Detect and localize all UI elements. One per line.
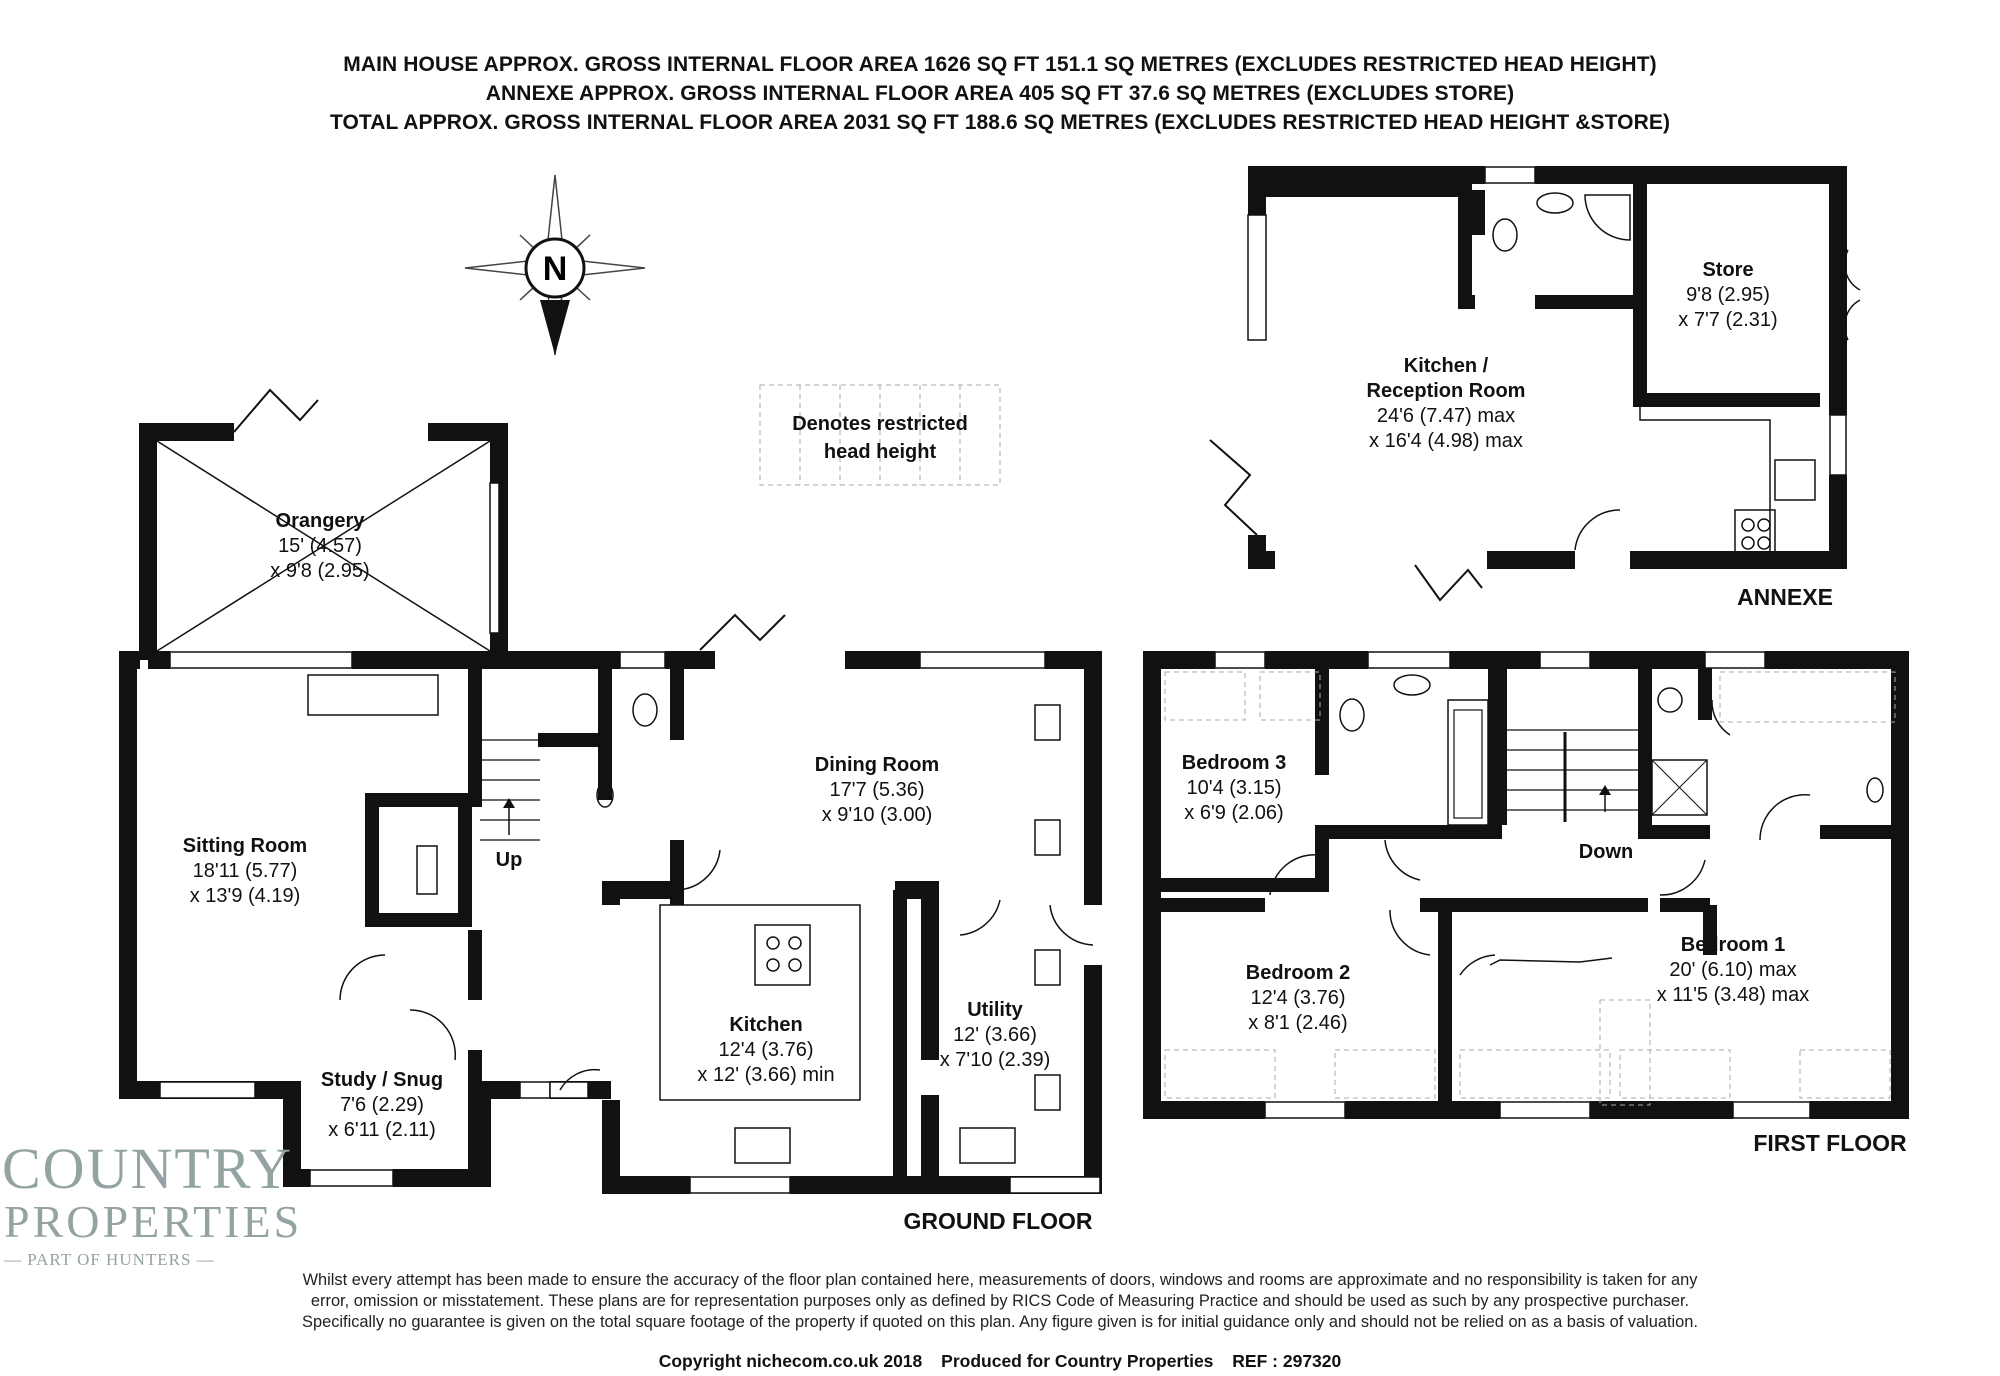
bedroom-2-name: Bedroom 2	[1245, 962, 1351, 984]
legend-line-2: head height	[823, 441, 937, 463]
disclaimer-line-3: Specifically no guarantee is given on the total square footage of the property if quoted on this plan. Any figure given is for initial guidance only and should not be relied on as a basis of valuation.	[302, 1313, 1698, 1331]
country-properties-logo	[0, 1055, 303, 1285]
kitchen-reception-dim2: x 16'4 (4.98) max	[1369, 430, 1523, 452]
sitting-room-dim2: x 13'9 (4.19)	[189, 885, 301, 907]
kitchen-dim1: 12'4 (3.76)	[718, 1039, 814, 1061]
study-dim2: x 6'11 (2.11)	[328, 1119, 436, 1141]
annexe-label: ANNEXE	[1737, 584, 1833, 610]
sitting-room-name: Sitting Room	[182, 835, 308, 857]
footer-copyright	[0, 1351, 2000, 1372]
stairs-up-label: Up	[495, 849, 523, 871]
produced-for-text: Produced for Country Properties	[941, 1351, 1214, 1371]
first-floor-label: FIRST FLOOR	[1753, 1130, 1907, 1156]
utility-dim1: 12' (3.66)	[953, 1024, 1037, 1046]
bedroom-3-name: Bedroom 3	[1181, 752, 1287, 774]
bedroom-2-dim2: x 8'1 (2.46)	[1248, 1012, 1348, 1034]
stairs-down-label: Down	[1578, 841, 1634, 863]
orangery-dim1: 15' (4.57)	[278, 535, 362, 557]
bedroom-3-dim2: x 6'9 (2.06)	[1184, 802, 1284, 824]
first-floor-plan	[1152, 652, 1900, 1118]
annexe-plan	[1210, 167, 1860, 600]
bedroom-1-name: Bedroom 1	[1680, 934, 1786, 956]
store-dim2: x 7'7 (2.31)	[1678, 309, 1778, 331]
logo-word-hunters: — PART OF HUNTERS —	[4, 1250, 215, 1269]
sitting-room-dim1: 18'11 (5.77)	[192, 860, 298, 882]
dining-room-name: Dining Room	[814, 754, 940, 776]
study-name: Study / Snug	[320, 1069, 444, 1091]
kitchen-reception-name-1: Kitchen /	[1403, 355, 1489, 377]
area-line-total: TOTAL APPROX. GROSS INTERNAL FLOOR AREA 2031 SQ FT 188.6 SQ METRES (EXCLUDES RESTRICTED HEAD HEIGHT &STORE)	[329, 111, 1671, 134]
bedroom-1-dim1: 20' (6.10) max	[1669, 959, 1797, 981]
restricted-height-legend	[760, 385, 1000, 485]
store-dim1: 9'8 (2.95)	[1686, 284, 1770, 306]
disclaimer-line-2: error, omission or misstatement. These plans are for representation purposes only as defined by RICS Code of Measuring Practice and should be used as such by any prospective purchaser.	[310, 1292, 1690, 1310]
dining-room-dim1: 17'7 (5.36)	[829, 779, 925, 801]
legend-line-1: Denotes restricted	[792, 413, 968, 435]
orangery-dim2: x 9'8 (2.95)	[270, 560, 370, 582]
study-dim1: 7'6 (2.29)	[340, 1094, 424, 1116]
reference-text: REF : 297320	[1232, 1351, 1342, 1371]
area-line-annexe: ANNEXE APPROX. GROSS INTERNAL FLOOR AREA 405 SQ FT 37.6 SQ METRES (EXCLUDES STORE)	[485, 82, 1515, 105]
kitchen-name: Kitchen	[729, 1014, 803, 1036]
bedroom-3-dim1: 10'4 (3.15)	[1186, 777, 1282, 799]
ground-floor-label: GROUND FLOOR	[903, 1208, 1093, 1234]
logo-word-country: COUNTRY	[2, 1136, 294, 1201]
bedroom-2-dim1: 12'4 (3.76)	[1250, 987, 1346, 1009]
kitchen-reception-name-2: Reception Room	[1366, 380, 1526, 402]
utility-dim2: x 7'10 (2.39)	[939, 1049, 1051, 1071]
disclaimer-line-1: Whilst every attempt has been made to ensure the accuracy of the floor plan contained here, measurements of doors, windows and rooms are approximate and no responsibility is taken for any	[302, 1271, 1698, 1289]
area-line-main: MAIN HOUSE APPROX. GROSS INTERNAL FLOOR AREA 1626 SQ FT 151.1 SQ METRES (EXCLUDES RESTRICTED HEAD HEIGHT)	[343, 53, 1657, 76]
logo-word-properties: PROPERTIES	[4, 1196, 303, 1247]
kitchen-reception-dim1: 24'6 (7.47) max	[1376, 405, 1516, 427]
kitchen-dim2: x 12' (3.66) min	[697, 1064, 835, 1086]
dining-room-dim2: x 9'10 (3.00)	[821, 804, 933, 826]
copyright-text: Copyright nichecom.co.uk 2018	[658, 1351, 923, 1371]
compass-rose-icon	[465, 175, 645, 355]
compass-letter: N	[542, 250, 568, 288]
bedroom-1-dim2: x 11'5 (3.48) max	[1656, 984, 1810, 1006]
orangery-name: Orangery	[275, 510, 365, 532]
disclaimer	[230, 1270, 1770, 1333]
store-name: Store	[1702, 259, 1754, 281]
utility-name: Utility	[967, 999, 1023, 1021]
